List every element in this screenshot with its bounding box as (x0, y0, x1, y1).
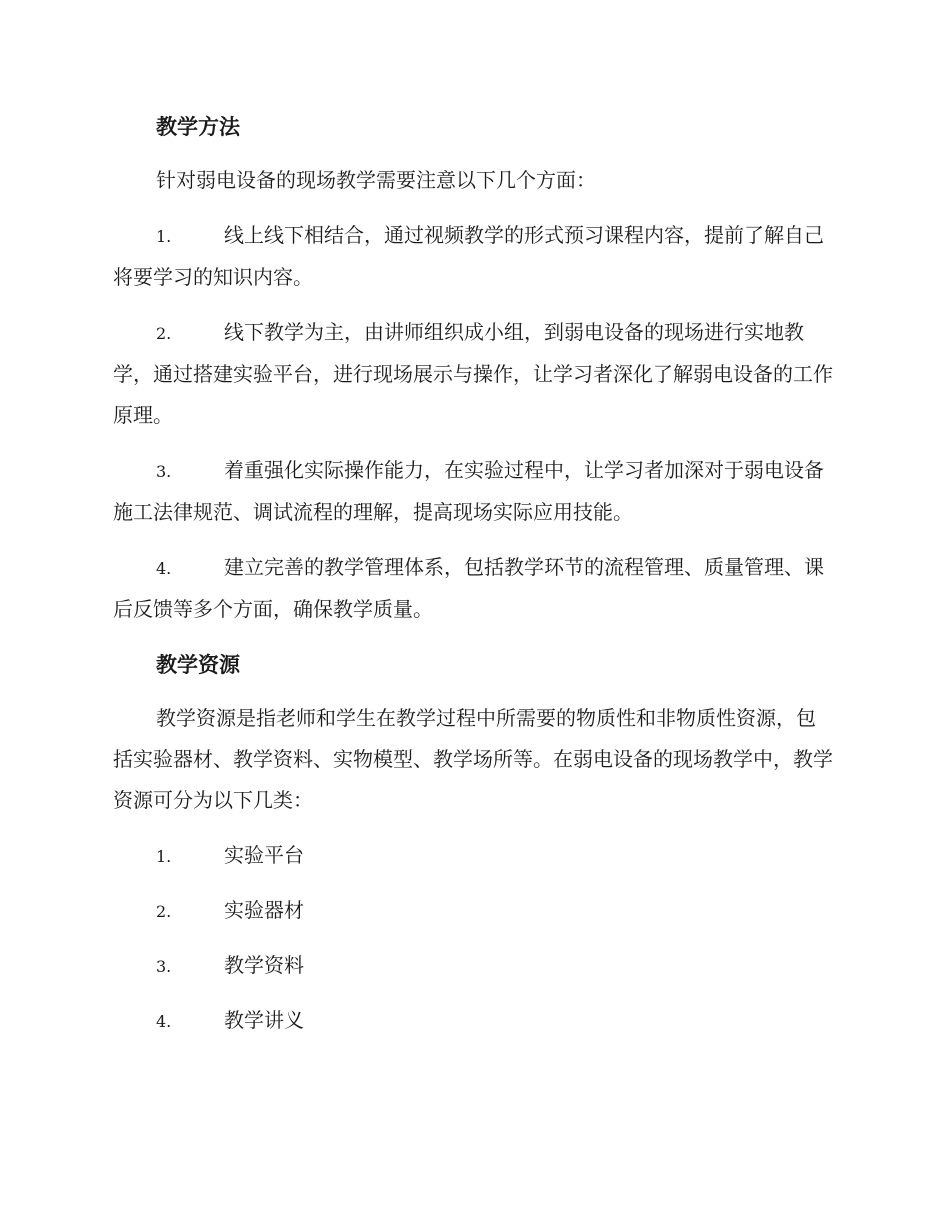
list-number: 3. (156, 462, 172, 481)
list-number: 1. (156, 227, 172, 246)
list-item (113, 450, 835, 533)
section-heading-teaching-resources: 教学资源 (156, 652, 240, 677)
list-item-text: 线上线下相结合，通过视频教学的形式预习课程内容，提前了解自己将要学习的知识内容。 (113, 223, 824, 289)
list-item-text: 教学讲义 (224, 1008, 304, 1032)
section-intro: 教学资源是指老师和学生在教学过程中所需要的物质性和非物质性资源，包括实验器材、教学资料、实物模型、教学场所等。在弱电设备的现场教学中，教学资源可分为以下几类： (113, 706, 833, 812)
list-number: 3. (156, 957, 172, 976)
list-number: 4. (156, 559, 172, 578)
section-intro: 针对弱电设备的现场教学需要注意以下几个方面： (156, 168, 596, 192)
list-item (113, 547, 835, 630)
list-item-text: 实验器材 (224, 898, 304, 922)
list-number: 2. (156, 324, 172, 343)
list-item (113, 835, 835, 877)
list-item-text: 建立完善的教学管理体系，包括教学环节的流程管理、质量管理、课后反馈等多个方面，确保教学质量。 (113, 555, 824, 621)
list-item (113, 312, 835, 436)
list-item (113, 215, 835, 298)
list-number: 4. (156, 1012, 172, 1031)
list-item-text: 着重强化实际操作能力，在实验过程中，让学习者加深对于弱电设备施工法律规范、调试流程的理解，提高现场实际应用技能。 (113, 458, 824, 524)
list-item (113, 1000, 835, 1042)
list-item-text: 教学资料 (224, 953, 304, 977)
list-item (113, 890, 835, 932)
document-content (113, 106, 835, 1055)
list-item (113, 945, 835, 987)
section-heading-teaching-methods: 教学方法 (156, 114, 240, 139)
list-item-text: 线下教学为主，由讲师组织成小组，到弱电设备的现场进行实地教学，通过搭建实验平台，进行现场展示与操作，让学习者深化了解弱电设备的工作原理。 (113, 320, 833, 427)
list-number: 2. (156, 902, 172, 921)
list-item-text: 实验平台 (224, 843, 304, 867)
list-number: 1. (156, 847, 172, 866)
